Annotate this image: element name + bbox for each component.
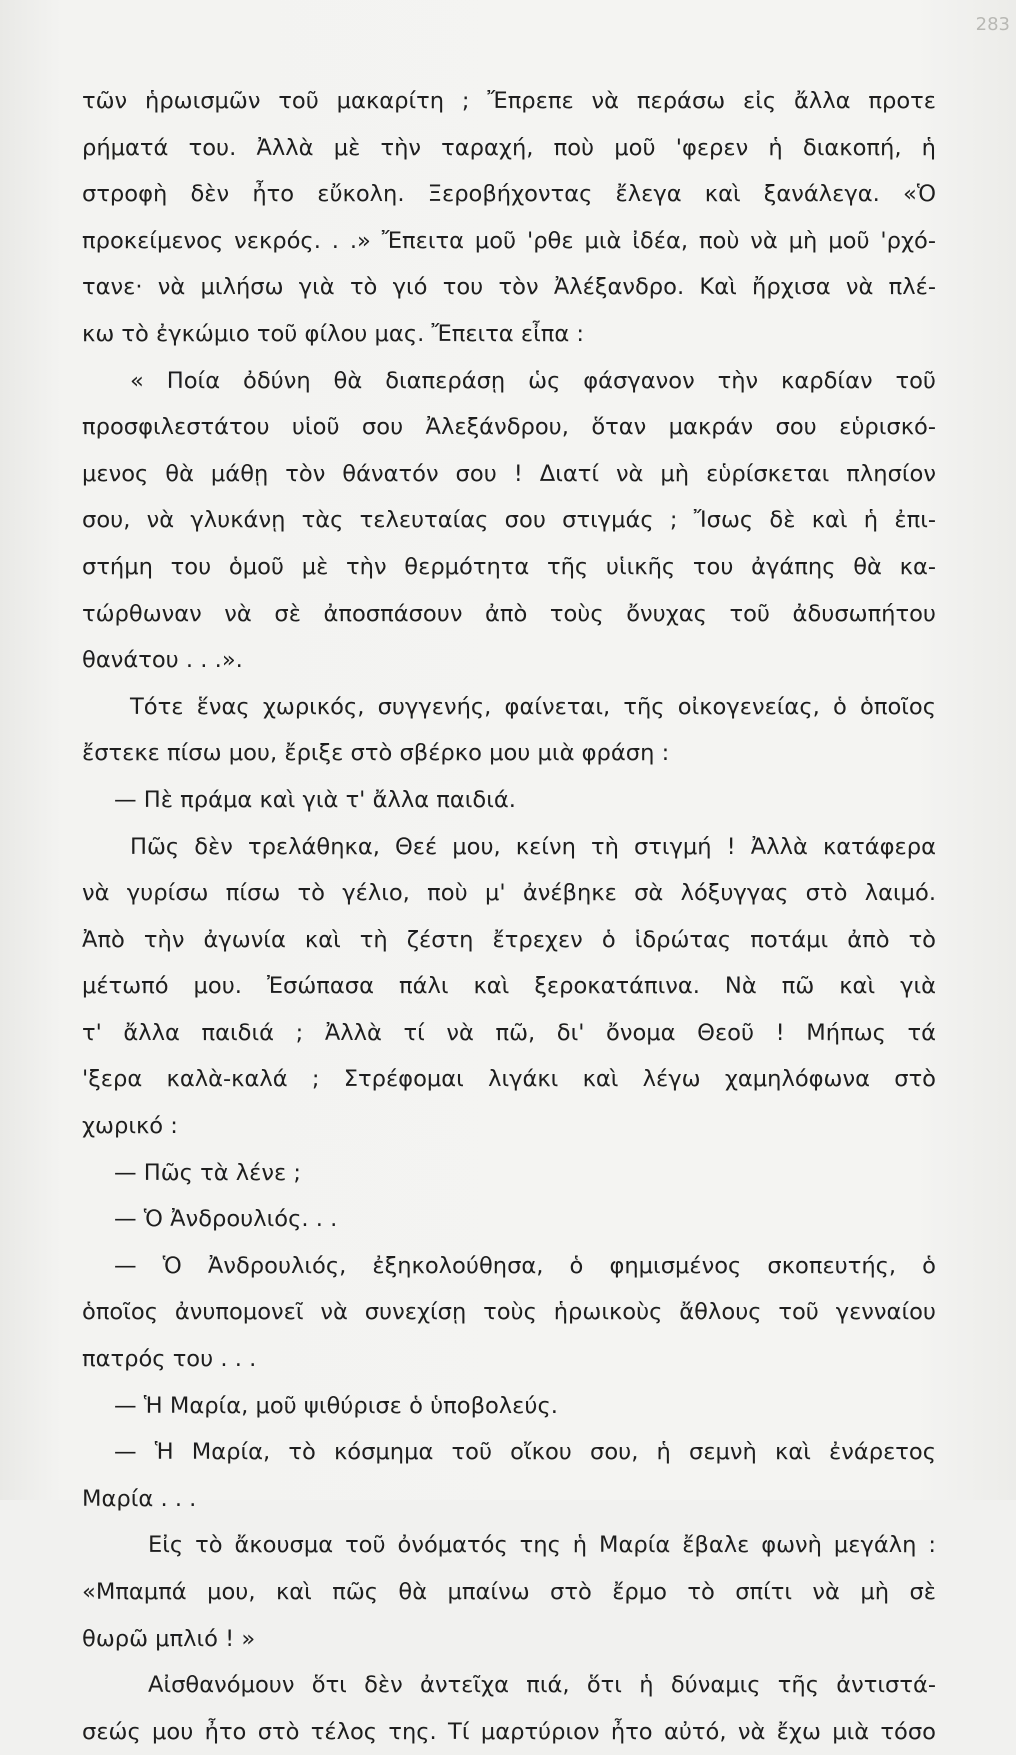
text-line: — Ὁ Ἀνδρουλιός, ἐξηκολούθησα, ὁ φημισμένος σκοπευτής, ὁ (114, 1252, 936, 1279)
text-line: ὁποῖος ἀνυπομονεῖ νὰ συνεχίσῃ τοὺς ἡρωικοὺς ἄθλους τοῦ γενναίου (82, 1299, 936, 1326)
text-line: ρήματά του. Ἀλλὰ μὲ τὴν ταραχή, ποὺ μοῦ 'φερεν ἡ διακοπή, ἡ (82, 134, 936, 161)
text-line: τανε· νὰ μιλήσω γιὰ τὸ γιό του τὸν Ἀλέξανδρο. Καὶ ἤρχισα νὰ πλέ- (82, 274, 936, 301)
text-line: μέτωπό μου. Ἐσώπασα πάλι καὶ ξεροκατάπινα. Νὰ πῶ καὶ γιὰ (82, 973, 936, 1000)
text-line: Πῶς δὲν τρελάθηκα, Θεέ μου, κείνη τὴ στιγμή ! Ἀλλὰ κατάφερα (130, 833, 936, 860)
text-line: 'ξερα καλὰ-καλά ; Στρέφομαι λιγάκι καὶ λέγω χαμηλόφωνα στὸ (82, 1066, 936, 1093)
text-line: — Ἡ Μαρία, τὸ κόσμημα τοῦ οἴκου σου, ἡ σεμνὴ καὶ ἐνάρετος (114, 1439, 936, 1466)
text-line: Μαρία . . . (82, 1485, 197, 1512)
text-line: — Ὁ Ἀνδρουλιός. . . (114, 1206, 338, 1233)
text-line: κω τὸ ἐγκώμιο τοῦ φίλου μας. Ἔπειτα εἶπα : (82, 320, 585, 347)
text-line: Τότε ἕνας χωρικός, συγγενής, φαίνεται, τῆς οἰκογενείας, ὁ ὁποῖος (130, 693, 936, 720)
text-line: σεώς μου ἦτο στὸ τέλος της. Τί μαρτύριον ἦτο αὐτό, νὰ ἔχω μιὰ τόσο (82, 1718, 936, 1745)
text-line: προκείμενος νεκρός. . .» Ἔπειτα μοῦ 'ρθε μιὰ ἰδέα, ποὺ νὰ μὴ μοῦ 'ρχό- (82, 227, 936, 254)
text-line: προσφιλεστάτου υἱοῦ σου Ἀλεξάνδρου, ὅταν μακράν σου εὑρισκό- (82, 414, 936, 441)
text-line: τ' ἄλλα παιδιά ; Ἀλλὰ τί νὰ πῶ, δι' ὄνομα Θεοῦ ! Μήπως τά (82, 1019, 936, 1046)
text-line: — Πὲ πράμα καὶ γιὰ τ' ἄλλα παιδιά. (114, 786, 516, 813)
text-line: χωρικό : (82, 1113, 178, 1140)
text-line: Αἰσθανόμουν ὅτι δὲν ἀντεῖχα πιά, ὅτι ἡ δύναμις τῆς ἀντιστά- (148, 1672, 936, 1699)
text-line: σου, νὰ γλυκάνῃ τὰς τελευταίας σου στιγμάς ; Ἴσως δὲ καὶ ἡ ἐπι- (82, 507, 936, 534)
text-line: στροφὴ δὲν ἦτο εὔκολη. Ξεροβήχοντας ἔλεγα καὶ ξανάλεγα. «Ὁ (82, 181, 936, 208)
text-line: τώρθωναν νὰ σὲ ἀποσπάσουν ἀπὸ τοὺς ὄνυχας τοῦ ἀδυσωπήτου (82, 600, 936, 627)
body-text (82, 78, 936, 1755)
text-line: πατρός του . . . (82, 1346, 257, 1373)
text-line: θανάτου . . .». (82, 647, 243, 674)
text-line: «Μπαμπά μου, καὶ πῶς θὰ μπαίνω στὸ ἔρμο τὸ σπίτι νὰ μὴ σὲ (82, 1579, 936, 1605)
text-line: Εἰς τὸ ἄκουσμα τοῦ ὀνόματός της ἡ Μαρία ἔβαλε φωνὴ μεγάλη : (148, 1532, 936, 1559)
text-line: στήμη του ὁμοῦ μὲ τὴν θερμότητα τῆς υἱικῆς του ἀγάπης θὰ κα- (82, 553, 936, 580)
text-line: μενος θὰ μάθῃ τὸν θάνατόν σου ! Διατί νὰ μὴ εὑρίσκεται πλησίον (82, 460, 936, 487)
text-line: τῶν ἡρωισμῶν τοῦ μακαρίτη ; Ἔπρεπε νὰ περάσω εἰς ἄλλα προτε (82, 88, 936, 114)
text-line: Ἀπὸ τὴν ἀγωνία καὶ τὴ ζέστη ἔτρεχεν ὁ ἱδρώτας ποτάμι ἀπὸ τὸ (82, 926, 936, 953)
text-line: — Ἡ Μαρία, μοῦ ψιθύρισε ὁ ὑποβολεύς. (114, 1392, 558, 1419)
text-line: « Ποία ὀδύνη θὰ διαπεράσῃ ὡς φάσγανον τὴν καρδίαν τοῦ (130, 367, 936, 394)
text-line: θωρῶ μπλιό ! » (82, 1625, 256, 1652)
page-number: 283 (975, 14, 1010, 35)
text-line: — Πῶς τὰ λένε ; (114, 1159, 302, 1186)
text-line: νὰ γυρίσω πίσω τὸ γέλιο, ποὺ μ' ἀνέβηκε σὰ λόξυγγας στὸ λαιμό. (82, 880, 936, 907)
text-line: ἔστεκε πίσω μου, ἔριξε στὸ σβέρκο μου μιὰ φράση : (82, 740, 670, 767)
